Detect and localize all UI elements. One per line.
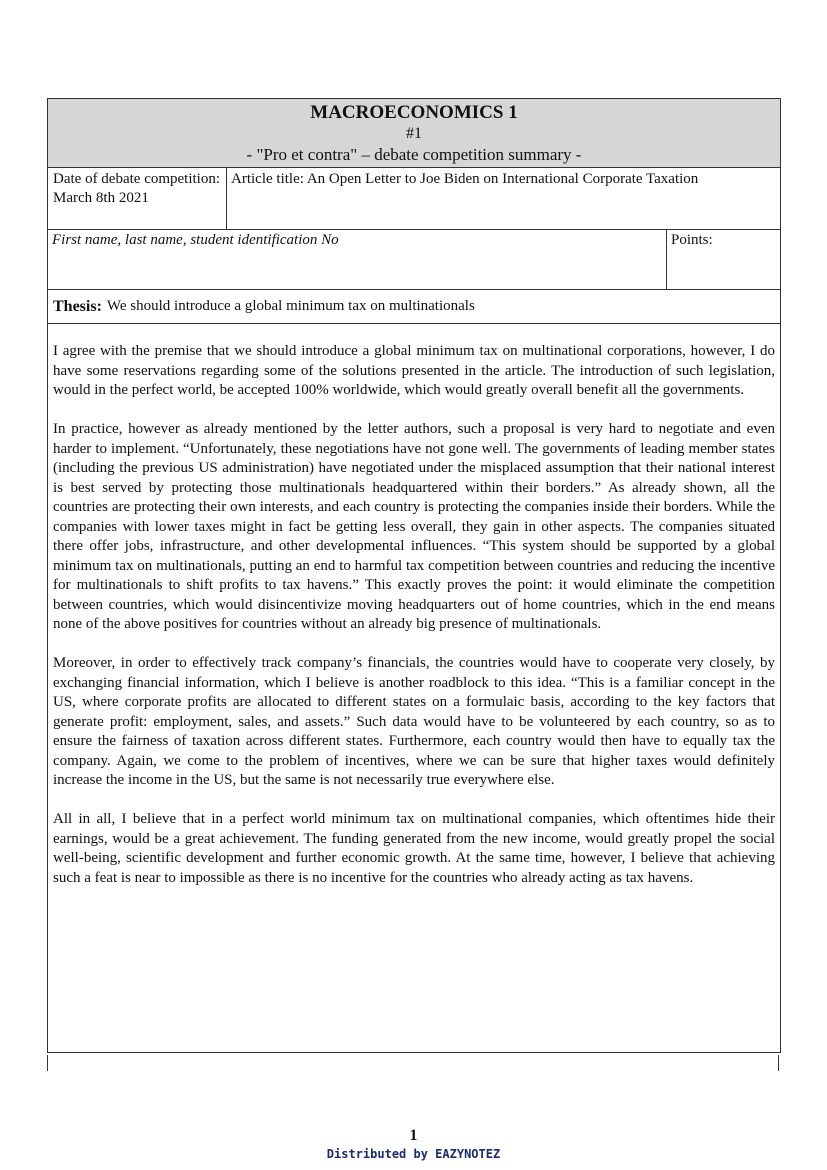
summary-form: [47, 98, 781, 1053]
debate-date: Date of debate competition: March 8th 2021: [48, 168, 227, 229]
thesis-row: [48, 290, 780, 324]
article-title: Article title: An Open Letter to Joe Biden on International Corporate Taxation: [231, 171, 699, 187]
distributed-by: Distributed by EAZYNOTEZ: [326, 1147, 501, 1161]
page-number: 1: [409, 1127, 418, 1144]
body-paragraph: Moreover, in order to effectively track company’s financials, the countries would have to cooperate very closely, by exchanging financial information, which I believe is another roadblock to this idea. “This is a familiar concept in the US, where corporate profits are allocated to different states on a formulaic basis, according to the key factors that generate profit: employment, sales, and assets.” Such data would have to be volunteered by each country, so as to ensure the fairness of taxation across different states. Furthermore, each country would then have to equally tax the company. Again, we come to the problem of incentives, where we can be sure that higher taxes would definitely increase the income in the US, but the same is not necessarily true everywhere else.: [53, 655, 775, 788]
summary-body: [48, 324, 780, 1053]
table-continuation: [47, 1055, 779, 1071]
student-row: [48, 230, 780, 290]
form-number: #1: [406, 125, 422, 142]
thesis-text: We should introduce a global minimum tax on multinationals: [106, 298, 475, 314]
form-header: [48, 99, 780, 168]
body-paragraph: All in all, I believe that in a perfect world minimum tax on multinational companies, which oftentimes hide their earnings, would be a great achievement. The funding generated from the new income, would greatly propel the social well-being, scientific development and further economic growth. At the same time, however, I believe that achieving such a feat is near to impossible as there is no incentive for the countries who already acting as tax havens.: [53, 811, 775, 886]
student-name-field: First name, last name, student identification No: [48, 230, 667, 289]
course-title: MACROECONOMICS 1: [310, 102, 518, 123]
body-paragraph: I agree with the premise that we should introduce a global minimum tax on multinational corporations, however, I do have some reservations regarding some of the solutions presented in the article. The introduction of such legislation, would in the perfect world, be accepted 100% worldwide, which would greatly overall benefit all the governments.: [53, 343, 775, 398]
body-paragraph: In practice, however as already mentioned by the letter authors, such a proposal is very hard to negotiate and even harder to implement. “Unfortunately, these negotiations have not gone well. The governments of leading member states (including the previous US administration) have negotiated under the misplaced assumption that their national interest is best served by protecting those multinationals headquartered within their borders.” As already shown, all the countries are protecting their own interests, and each country is protecting the companies inside their borders. While the companies with lower taxes might in fact be getting less overall, they gain in other aspects. The companies situated there offer jobs, infrastructure, and other developmental influences. “This system should be supported by a global minimum tax on multinationals, putting an end to harmful tax competition between countries and reducing the incentive for multinationals to shift profits to tax havens.” This exactly proves the point: it would eliminate the competition between countries, which would disincentivize moving headquarters out of home countries, which in the end means none of the above positives for countries without an already big presence of multinationals.: [53, 421, 775, 632]
points-field: Points:: [671, 232, 713, 248]
form-subtitle: - "Pro et contra" – debate competition summary -: [246, 145, 582, 164]
info-row: [48, 168, 780, 230]
thesis-label: Thesis:: [53, 297, 102, 315]
